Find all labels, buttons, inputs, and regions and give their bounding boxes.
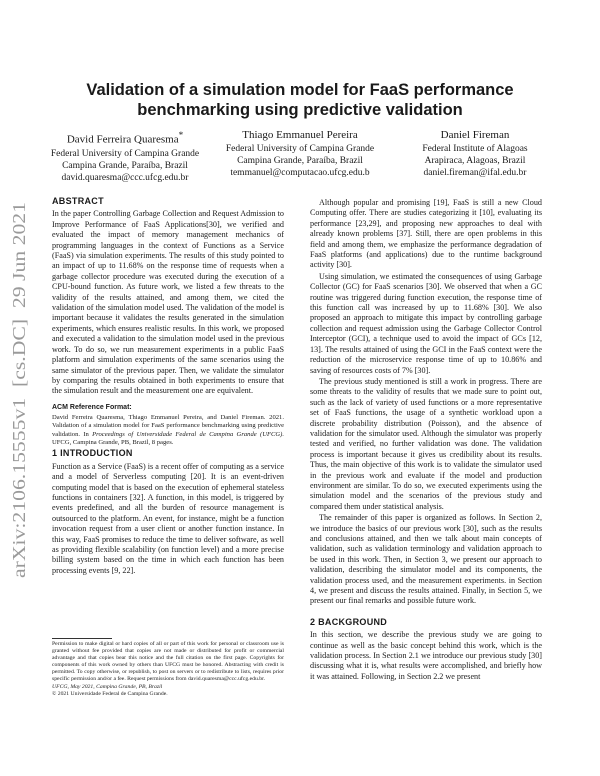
acm-reference-authors: David Ferreira Quaresma, Thiago Emmanuel Pereira, and Daniel Fireman. 2021. Validation of a simulation model for FaaS performance benchmarking using predictive validation. In (52, 414, 284, 438)
acm-reference-venue: Proceedings of Universidade Federal de Campina Grande (UFCG). (92, 430, 284, 438)
copyright-line: © 2021 Universidade Federal de Campina Grande. (52, 690, 168, 697)
author-name: Daniel Fireman (440, 129, 510, 141)
acm-reference-rest: UFCG, Campina Grande, PB, Brazil, 8 pages. (52, 439, 174, 447)
author-location: Campina Grande, Paraíba, Brazil (237, 156, 363, 166)
author-2 (215, 128, 385, 184)
permission-notice: Permission to make digital or hard copies of all or part of this work for personal or classroom use is granted without fee provided that copies are not made or distributed for profit or commercial advantage and that copies bear this notice and the full citation on the first page. Copyrights for components of this work owned by others than UFCG must be honored. Abstracting with credit is permitted. To copy otherwise, or republish, to post on servers or to redistribute to lists, requires prior specific permission and/or a fee. Request permissions from david.quaresma@ccc.ufcg.edu.br. (52, 641, 284, 683)
right-column (310, 198, 542, 683)
abstract-text: In the paper Controlling Garbage Collection and Request Admission to Improve Performance of FaaS Applications[30], we verified and evaluated the impact of memory management mechanics of programming languages in the context of Functions as a Service (FaaS) via simulation experiments. The results of this study pointed to an impact of up to 11.68% on the response time of requests when a garbage collector procedure was executed during the execution of a CPU-bound function. As future work, we listed a few threats to the validity of the results attained, and among them, we cited the validation of the simulation model used. The validation of the model is important because it validates the results generated in the simulation experiments, which ensures realistic results. In this work, we proposed and executed a validation to the simulation model used in the previous work. To do so, we run measurement experiments in a public FaaS platform and simulation experiments of the same scenarios using the same simulator of the previous paper. Then, we validate the simulator by comparing the results obtained in both experiments to ensure that the simulation result and the measurement one are equivalent. (52, 209, 284, 396)
background-heading: 2 BACKGROUND (310, 616, 388, 627)
arxiv-identifier: arXiv:2106.15555v1 [cs.DC] 29 Jun 2021 (9, 274, 29, 578)
author-name: Thiago Emmanuel Pereira (242, 129, 358, 141)
venue-line: UFCG, May 2021, Campina Grande, PB, Brazil (52, 683, 163, 690)
author-location: Campina Grande, Paraíba, Brazil (62, 160, 188, 171)
author-affiliation: Federal Institute of Alagoas (422, 144, 528, 154)
acm-reference-heading: ACM Reference Format: (52, 403, 132, 411)
author-location: Arapiraca, Alagoas, Brazil (424, 156, 526, 166)
background-paragraph: In this section, we describe the previous study we are going to continue as well as the basic concept behind this work, which is the validation process. In Section 2.1 we introduce our previous study [30] discussing what it is, what results were accomplished, and briefly how it was attained. Following, in Section 2.2 we present (310, 630, 542, 681)
author-1 (40, 128, 210, 184)
body-paragraph: The previous study mentioned is still a work in progress. There are some threats to the validity of results that we made sure to point out, such as the lack of variety of used functions or a more representative set of FaaS functions, the usage of a synthetic workload upon a discrete probability distribution (Poisson), and the absence of validation for the simulator used. Although the simulator was properly tested and verified, no further validation was done. The validation process is important because it gives us credibility about its results. Thus, the main objective of this work is to validate the simulator used in the previous work and evaluate if the model and production environment are similar. To do so, we executed experiments using the simulation model and the scenarios of the previous study and compared them under statistical analysis. (310, 376, 542, 511)
author-email: temmanuel@computacao.ufcg.edu.b (230, 168, 370, 178)
abstract-heading: ABSTRACT (52, 196, 104, 206)
introduction-heading: 1 INTRODUCTION (52, 448, 133, 459)
author-affiliation: Federal University of Campina Grande (225, 144, 375, 154)
author-name: David Ferreira Quaresma (66, 133, 179, 146)
introduction-paragraph: Function as a Service (FaaS) is a recent offer of computing as a service and a model of Serverless computing [20]. It is an event-driven computing model that is based on the execution of ephemeral stateless functions in containers [32]. A function, in this model, is triggered by events predefined, and all the burden of resource management is outsourced to the platform. An event, for instance, might be a function invocation request from a user client or another function instance. In this way, FaaS promises to reduce the time to deliver software, as well as providing flexible scalability (on function level) and a more precise billing system based on the time in which each function has been processing events [9, 22]. (52, 461, 284, 575)
arxiv-watermark (6, 200, 32, 580)
footnote-rule (52, 638, 112, 639)
body-paragraph: Using simulation, we estimated the consequences of using Garbage Collector (GC) for FaaS scenarios [30]. We observed that when a GC routine was triggered during function execution, the response time of this function call was increased by up to 11.68% [30]. We also proposed an approach to mitigate this impact by controlling garbage collection and request admission using the Garbage Collector Control Interceptor (GCI), a technique used to avoid the impact of GCs [12, 13]. The results attained of using the GCI in the FaaS context were the reduction of the microservice response time of up to 10.86% and saving of resources costs of 7% [30]. (310, 271, 542, 375)
author-email: daniel.fireman@ifal.edu.br (423, 168, 527, 178)
paper-title: Validation of a simulation model for FaaS performance benchmarking using predictive validation (86, 81, 514, 119)
body-paragraph: Although popular and promising [19], FaaS is still a new Cloud Computing offer. There are studies categorizing it [10], evaluating its performance [23,29], and proposing new approaches to deal with already known problems [37]. Still, there are open problems in this field and among them, we emphasize the performance degradation of FaaS platforms (and applications) due to the runtime background activity [30]. (310, 198, 542, 270)
body-paragraph: The remainder of this paper is organized as follows. In Section 2, we introduce the basics of our previous work [30], such as the results and conclusions attained, and then we talk about main concepts of validation, such as validation terminology and validation approach to be used in this work. Then, in Section 3, we present our approach to validation, describing the simulator model and its components, the validation process used, and the measurement experiments. in Section 4, we present and discuss the results attained. Finally, in Section 5, we present our final remarks and possible future work. (310, 513, 542, 606)
author-3 (390, 128, 560, 184)
footnote (52, 641, 284, 698)
author-block (40, 128, 560, 184)
left-column (52, 196, 284, 577)
author-email: david.quaresma@ccc.ufcg.edu.br (61, 172, 189, 183)
acm-reference (52, 414, 284, 447)
author-footnote-mark: * (178, 130, 184, 140)
author-affiliation: Federal University of Campina Grande (50, 148, 200, 159)
